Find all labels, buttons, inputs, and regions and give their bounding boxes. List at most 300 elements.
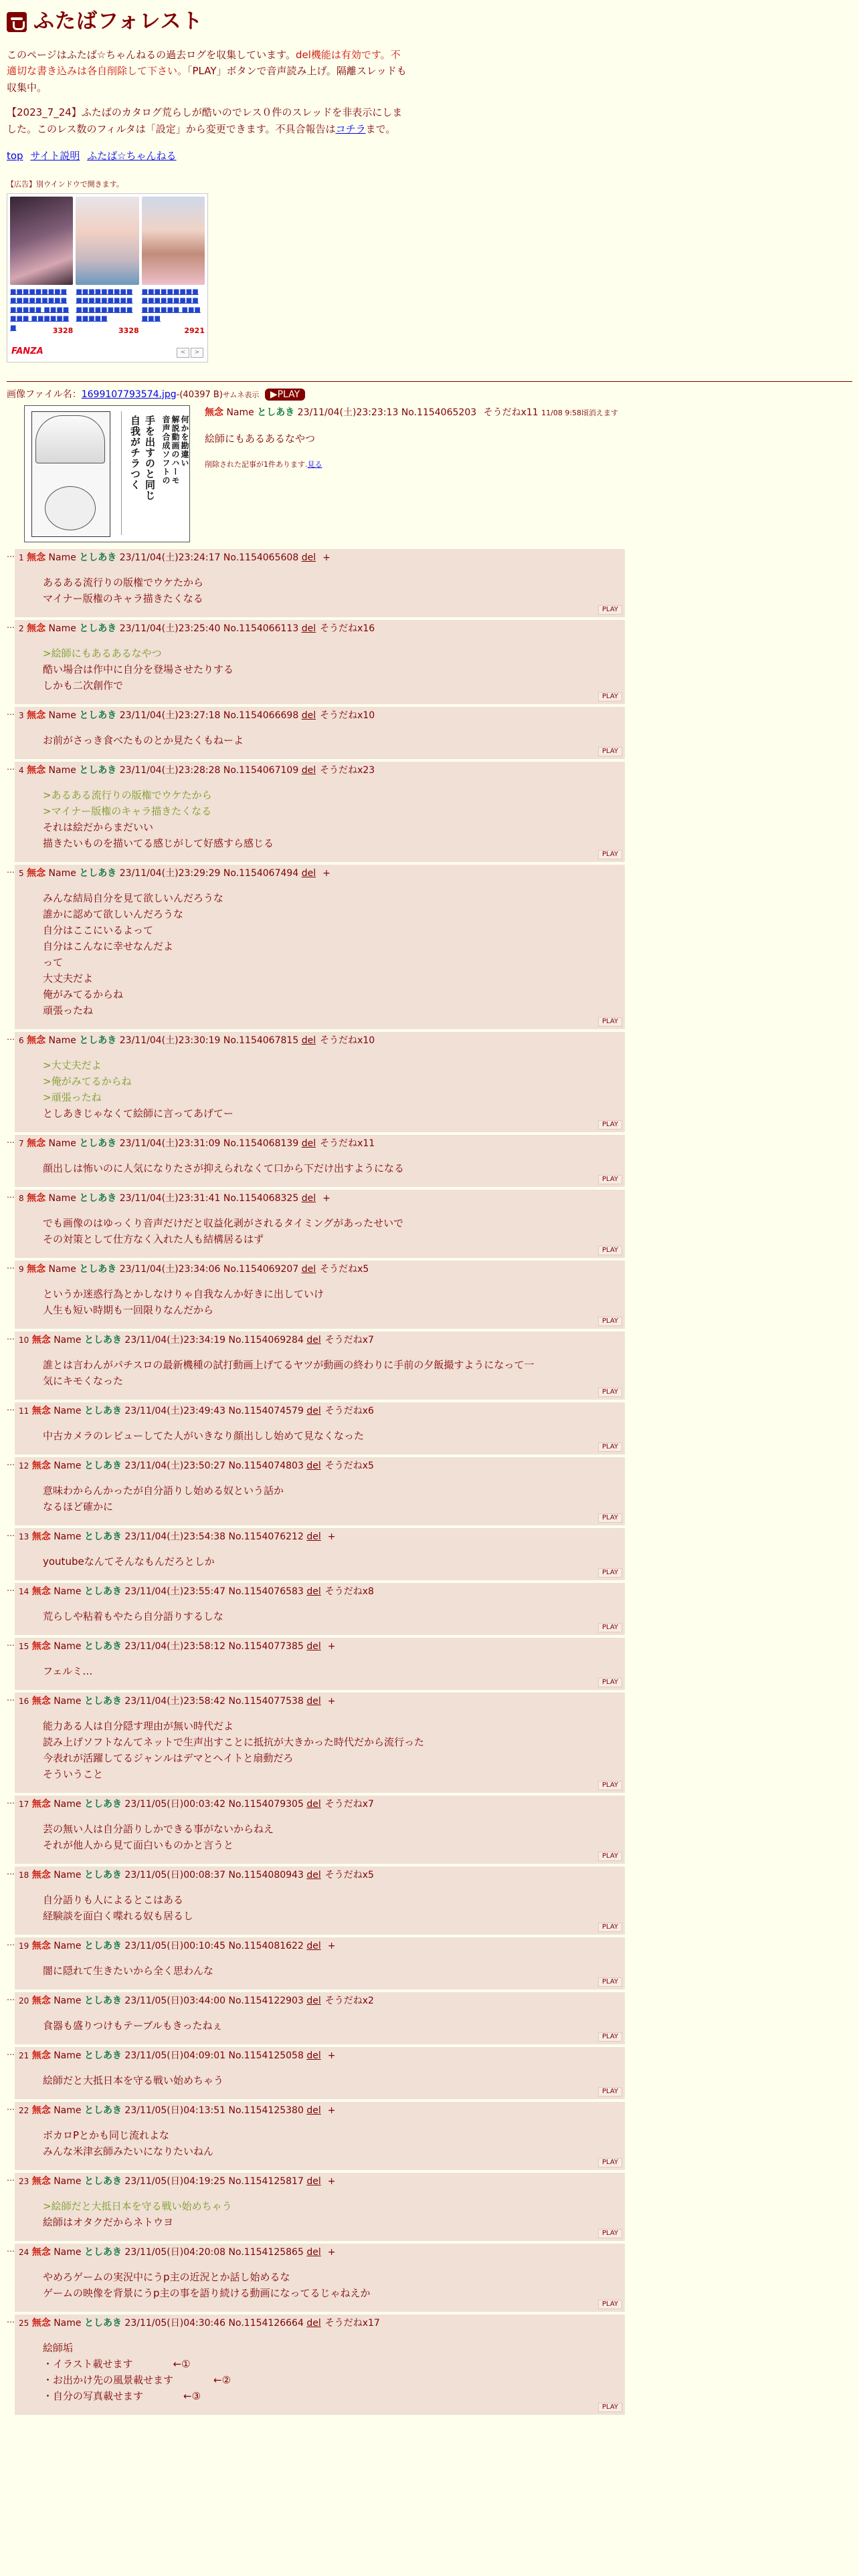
divider bbox=[7, 381, 852, 382]
text-line: 経験談を面白く喋れる奴も居るし bbox=[43, 1909, 194, 1922]
reply-marker: … bbox=[7, 2173, 15, 2183]
reply-marker: … bbox=[7, 1866, 15, 1876]
text-line: そういうこと bbox=[43, 1767, 104, 1780]
sodane-count[interactable]: そうだねx6 bbox=[324, 1405, 374, 1416]
reply-text bbox=[43, 787, 622, 858]
reply-marker: … bbox=[7, 707, 15, 717]
reply-post bbox=[7, 1583, 625, 1635]
reply-post bbox=[7, 2315, 625, 2415]
reply-index: 22 bbox=[19, 2105, 29, 2115]
reply-play-button[interactable]: PLAY bbox=[598, 1246, 622, 1255]
text-line: フェルミ… bbox=[43, 1665, 93, 1677]
text-line: それが他人から見て面白いものかと言うと bbox=[43, 1838, 234, 1851]
ad-item-title[interactable]: ■■■■■■■■■■■■■■■■■■■■■■■■ ■■■■■■ bbox=[141, 288, 201, 323]
reply-play-button[interactable]: PLAY bbox=[598, 1852, 622, 1861]
reply-box bbox=[15, 1693, 625, 1793]
reply-marker: … bbox=[7, 1583, 15, 1593]
reply-play-button[interactable]: PLAY bbox=[598, 747, 622, 756]
reply-index: 8 bbox=[19, 1193, 24, 1203]
reply-index: 14 bbox=[19, 1586, 29, 1596]
poster-name: としあき bbox=[79, 867, 117, 879]
del-link[interactable]: del bbox=[301, 1192, 316, 1204]
reply-post bbox=[7, 1135, 625, 1187]
sodane-count[interactable]: そうだねx17 bbox=[324, 2317, 380, 2329]
post-number: No.1154065203 bbox=[401, 407, 477, 418]
sodane-plus[interactable]: + bbox=[327, 1695, 336, 1707]
reply-play-button[interactable]: PLAY bbox=[598, 1678, 622, 1687]
reply-post bbox=[7, 1528, 625, 1580]
reply-box bbox=[15, 1261, 625, 1329]
reply-index: 1 bbox=[19, 552, 24, 562]
reply-box bbox=[15, 1638, 625, 1690]
del-link[interactable]: del bbox=[301, 1138, 316, 1149]
reply-post bbox=[7, 2173, 625, 2241]
post-date: 23/11/04(土)23:54:38 bbox=[124, 1531, 226, 1542]
del-link[interactable]: del bbox=[306, 1695, 321, 1707]
annotation-arrow: ←① bbox=[173, 2357, 191, 2370]
text-line: 絵師垢 bbox=[43, 2341, 74, 2354]
del-link[interactable]: del bbox=[306, 1334, 321, 1346]
post-subject: 無念 bbox=[31, 1640, 51, 1652]
image-illustration bbox=[35, 415, 105, 463]
site-description: このページはふたば☆ちゃんねるの過去ログを収集しています。del機能は有効です。不適切な書き込みは各自削除して下さい。「PLAY」ボタンで音声読み上げ。隔離スレッドも収集中。 bbox=[7, 48, 407, 94]
sodane-plus[interactable]: + bbox=[327, 1640, 336, 1652]
file-info: 画像ファイル名：1699107793574.jpg-(40397 B)サムネ表示 ▶PLAY bbox=[7, 387, 852, 403]
del-link[interactable]: del bbox=[306, 1798, 321, 1810]
reply-text bbox=[43, 1215, 622, 1254]
reply-play-button[interactable]: PLAY bbox=[598, 1175, 622, 1184]
reply-play-button[interactable]: PLAY bbox=[598, 2087, 622, 2097]
post-date: 23/11/04(土)23:27:18 bbox=[119, 710, 221, 721]
text-line: 顔出しは怖いのに人気になりたさが抑えられなくて口から下だけ出すようになる bbox=[43, 1162, 405, 1174]
reply-header: 19 無念 Name としあき 23/11/05(日)00:10:45 No.1154081622 del + bbox=[19, 1940, 336, 1951]
reply-header: 16 無念 Name としあき 23/11/04(土)23:58:42 No.1154077538 del + bbox=[19, 1695, 336, 1707]
image-filename-link[interactable]: 1699107793574.jpg bbox=[81, 389, 177, 400]
reply-marker: … bbox=[7, 1402, 15, 1412]
del-link[interactable]: del bbox=[306, 2246, 321, 2258]
reply-header: 20 無念 Name としあき 23/11/05(日)03:44:00 No.1154122903 del そうだねx2 bbox=[19, 1995, 374, 2006]
poster-name: としあき bbox=[84, 1695, 122, 1707]
reply-marker: … bbox=[7, 1190, 15, 1200]
reply-marker: … bbox=[7, 1135, 15, 1145]
sodane-count[interactable]: そうだねx8 bbox=[324, 1586, 374, 1597]
reply-header: 11 無念 Name としあき 23/11/04(土)23:49:43 No.1154074579 del そうだねx6 bbox=[19, 1405, 374, 1416]
reply-header: 21 無念 Name としあき 23/11/05(日)04:09:01 No.1154125058 del + bbox=[19, 2050, 336, 2061]
reply-header: 2 無念 Name としあき 23/11/04(土)23:25:40 No.1154066113 del そうだねx16 bbox=[19, 623, 375, 634]
annotation-arrow: ←② bbox=[213, 2373, 231, 2386]
post-number: No.1154074803 bbox=[228, 1460, 304, 1471]
expire-time: 11/08 9:58頃消えます bbox=[541, 408, 619, 417]
ad-item-price: 3328 bbox=[118, 326, 139, 335]
reply-header: 5 無念 Name としあき 23/11/04(土)23:29:29 No.1154067494 del + bbox=[19, 867, 330, 879]
post-subject: 無念 bbox=[27, 1138, 46, 1149]
reply-post bbox=[7, 1190, 625, 1258]
sodane-count[interactable]: そうだねx5 bbox=[324, 1460, 374, 1471]
reply-text bbox=[43, 645, 622, 700]
reply-play-button[interactable]: PLAY bbox=[598, 1317, 622, 1326]
reply-box bbox=[15, 1583, 625, 1635]
reply-play-button[interactable]: PLAY bbox=[598, 1388, 622, 1397]
reply-play-button[interactable]: PLAY bbox=[598, 1017, 622, 1027]
op-post bbox=[7, 405, 852, 542]
del-link[interactable]: del bbox=[306, 1940, 321, 1951]
ad-items bbox=[10, 197, 205, 337]
reply-text bbox=[43, 1821, 622, 1860]
reply-text bbox=[43, 1483, 622, 1521]
post-number: No.1154068325 bbox=[223, 1192, 299, 1204]
ad-item-title[interactable]: ■■■■■■■■■■■■■■■■■■■■■■■ ■■■■■■■ ■■■■■■■ bbox=[10, 288, 70, 332]
poster-name: としあき bbox=[84, 1869, 122, 1881]
post-number: No.1154069284 bbox=[228, 1334, 304, 1346]
reply-play-button[interactable]: PLAY bbox=[598, 850, 622, 859]
quote-line: >絵師だと大抵日本を守る戦い始めちゃう bbox=[43, 2199, 232, 2212]
post-subject: 無念 bbox=[31, 2105, 51, 2116]
post-date: 23/11/04(土)23:23:13 bbox=[297, 407, 399, 418]
sodane-plus[interactable]: + bbox=[322, 552, 330, 563]
text-line: 誰かに認めて欲しいんだろうな bbox=[43, 907, 184, 920]
site-notice: 【2023_7_24】ふたばのカタログ荒らしが酷いのでレス０件のスレッドを非表示にしました。このレス数のフィルタは「設定」から変更できます。不具合報告はコチラまで。 bbox=[7, 106, 403, 135]
reply-text bbox=[43, 1608, 622, 1631]
del-link[interactable]: del bbox=[301, 1035, 316, 1046]
del-link[interactable]: del bbox=[306, 1405, 321, 1416]
text-line: ・お出かけ先の風景載せます ←② bbox=[43, 2373, 231, 2386]
reply-post bbox=[7, 1261, 625, 1329]
reply-box bbox=[15, 1796, 625, 1864]
post-number: No.1154077385 bbox=[228, 1640, 304, 1652]
reply-play-button[interactable]: PLAY bbox=[598, 1977, 622, 1987]
reply-text bbox=[43, 1718, 622, 1789]
sodane-count[interactable]: そうだねx5 bbox=[320, 1263, 369, 1275]
ad-thumbnail[interactable] bbox=[76, 197, 138, 285]
play-button[interactable]: ▶PLAY bbox=[265, 389, 305, 401]
reply-index: 10 bbox=[19, 1335, 29, 1345]
reply-index: 6 bbox=[19, 1035, 24, 1045]
poster-name: としあき bbox=[84, 1405, 122, 1416]
reply-index: 15 bbox=[19, 1641, 29, 1651]
post-subject: 無念 bbox=[31, 1695, 51, 1707]
reply-box bbox=[15, 1457, 625, 1525]
reply-box bbox=[15, 2047, 625, 2099]
text-line: なるほど確かに bbox=[43, 1500, 114, 1513]
post-date: 23/11/04(土)23:28:28 bbox=[119, 764, 221, 776]
reply-index: 2 bbox=[19, 623, 24, 633]
text-line: 人生も短い時期も一回限りなんだから bbox=[43, 1303, 214, 1316]
sodane-plus[interactable]: + bbox=[327, 1531, 336, 1542]
ad-item[interactable] bbox=[76, 197, 138, 337]
post-subject: 無念 bbox=[31, 1940, 51, 1951]
reply-header: 22 無念 Name としあき 23/11/05(日)04:13:51 No.1154125380 del + bbox=[19, 2105, 336, 2116]
text-line: 能力ある人は自分隠す理由が無い時代だよ bbox=[43, 1719, 234, 1732]
reply-index: 18 bbox=[19, 1870, 29, 1880]
poster-name: としあき bbox=[84, 1586, 122, 1597]
op-body bbox=[205, 405, 852, 542]
post-subject: 無念 bbox=[31, 2175, 51, 2187]
reply-index: 17 bbox=[19, 1799, 29, 1809]
site-title: ふたばフォレスト bbox=[33, 9, 203, 33]
nav-about-link[interactable]: サイト説明 bbox=[30, 150, 80, 163]
reply-play-button[interactable]: PLAY bbox=[598, 1120, 622, 1130]
reply-play-button[interactable]: PLAY bbox=[598, 1781, 622, 1790]
sodane-count[interactable]: そうだねx23 bbox=[320, 764, 375, 776]
post-date: 23/11/04(土)23:34:19 bbox=[124, 1334, 226, 1346]
reply-marker: … bbox=[7, 2047, 15, 2057]
post-date: 23/11/04(土)23:24:17 bbox=[119, 552, 221, 563]
reply-marker: … bbox=[7, 2102, 15, 2112]
reply-text bbox=[43, 1286, 622, 1325]
reply-post bbox=[7, 1796, 625, 1864]
post-number: No.1154067494 bbox=[223, 867, 299, 879]
ad-item-title[interactable]: ■■■■■■■■■■■■■■■■■■■■■■■■■■■■■■■■ bbox=[76, 288, 133, 323]
post-subject: 無念 bbox=[31, 1460, 51, 1471]
reply-index: 12 bbox=[19, 1461, 29, 1471]
text-line: しかも二次創作で bbox=[43, 679, 124, 691]
del-link[interactable]: del bbox=[306, 1586, 321, 1597]
reply-text bbox=[43, 1160, 622, 1183]
reply-post bbox=[7, 1402, 625, 1455]
del-link[interactable]: del bbox=[306, 2105, 321, 2116]
reply-box bbox=[15, 620, 625, 704]
reply-play-button[interactable]: PLAY bbox=[598, 1568, 622, 1578]
reply-header: 23 無念 Name としあき 23/11/05(日)04:19:25 No.1154125817 del + bbox=[19, 2175, 336, 2187]
reply-text bbox=[43, 1963, 622, 1985]
text-line: 闇に隠れて生きたいから全く思わんな bbox=[43, 1964, 214, 1977]
del-link[interactable]: del bbox=[301, 1263, 316, 1275]
post-date: 23/11/04(土)23:29:29 bbox=[119, 867, 221, 879]
post-subject: 無念 bbox=[31, 1531, 51, 1542]
reply-marker: … bbox=[7, 1796, 15, 1806]
reply-index: 20 bbox=[19, 1996, 29, 2006]
reply-header: 24 無念 Name としあき 23/11/05(日)04:20:08 No.1154125865 del + bbox=[19, 2246, 336, 2258]
reply-header: 25 無念 Name としあき 23/11/05(日)04:30:46 No.1154126664 del そうだねx17 bbox=[19, 2317, 380, 2329]
post-number: No.1154080943 bbox=[228, 1869, 304, 1881]
post-date: 23/11/04(土)23:31:41 bbox=[119, 1192, 221, 1204]
post-subject: 無念 bbox=[31, 1995, 51, 2006]
quote-line: >頑張ったね bbox=[43, 1091, 102, 1103]
quote-line: >俺がみてるからね bbox=[43, 1075, 132, 1087]
del-link[interactable]: del bbox=[306, 2050, 321, 2061]
reply-index: 7 bbox=[19, 1138, 24, 1148]
text-line: 今表れが活躍してるジャンルはデマとヘイトと扇動だろ bbox=[43, 1751, 294, 1764]
text-line: でも画像のはゆっくり音声だけだと収益化剥がされるタイミングがあったせいで bbox=[43, 1216, 404, 1229]
post-date: 23/11/04(土)23:31:09 bbox=[119, 1138, 221, 1149]
reply-post bbox=[7, 865, 625, 1029]
ad-item[interactable] bbox=[142, 197, 205, 337]
post-subject: 無念 bbox=[27, 867, 46, 879]
del-link[interactable]: del bbox=[306, 2317, 321, 2329]
reply-box bbox=[15, 1032, 625, 1132]
post-number: No.1154066698 bbox=[223, 710, 299, 721]
post-subject: 無念 bbox=[31, 1798, 51, 1810]
text-line: みんな結局自分を見て欲しいんだろうな bbox=[43, 891, 224, 904]
reply-play-button[interactable]: PLAY bbox=[598, 2300, 622, 2309]
del-link[interactable]: del bbox=[306, 1640, 321, 1652]
reply-play-button[interactable]: PLAY bbox=[598, 2158, 622, 2167]
reply-header: 13 無念 Name としあき 23/11/04(土)23:54:38 No.1154076212 del + bbox=[19, 1531, 336, 1542]
reply-post bbox=[7, 1638, 625, 1690]
nav-top-link[interactable]: top bbox=[7, 150, 23, 163]
reply-play-button[interactable]: PLAY bbox=[598, 692, 622, 702]
reply-index: 23 bbox=[19, 2176, 29, 2186]
quote-line: >マイナー版権のキャラ描きたくなる bbox=[43, 804, 212, 817]
post-number: No.1154125058 bbox=[228, 2050, 304, 2061]
sodane-plus[interactable]: + bbox=[327, 2175, 336, 2187]
text-line: 自分語りも人によるとこはある bbox=[43, 1893, 184, 1906]
reply-text bbox=[43, 1428, 622, 1451]
sodane-plus[interactable]: + bbox=[327, 2105, 336, 2116]
post-subject: 無念 bbox=[31, 2050, 51, 2061]
reply-text bbox=[43, 1553, 622, 1576]
post-subject: 無念 bbox=[31, 2317, 51, 2329]
ad-next-button[interactable]: > bbox=[191, 348, 203, 358]
sodane-count[interactable]: そうだねx11 bbox=[320, 1138, 375, 1149]
reply-box bbox=[15, 2173, 625, 2241]
sodane-plus[interactable]: + bbox=[322, 1192, 330, 1204]
del-link[interactable]: del bbox=[301, 710, 316, 721]
post-number: No.1154079305 bbox=[228, 1798, 304, 1810]
reply-play-button[interactable]: PLAY bbox=[598, 605, 622, 615]
reply-list bbox=[7, 549, 625, 2415]
del-link[interactable]: del bbox=[306, 1460, 321, 1471]
reply-play-button[interactable]: PLAY bbox=[598, 1442, 622, 1452]
reply-post bbox=[7, 1457, 625, 1525]
reply-marker: … bbox=[7, 1331, 15, 1341]
ad-item[interactable] bbox=[10, 197, 73, 337]
reply-play-button[interactable]: PLAY bbox=[598, 1623, 622, 1632]
ad-thumbnail[interactable] bbox=[142, 197, 205, 285]
reply-box bbox=[15, 1528, 625, 1580]
sodane-count[interactable]: そうだねx5 bbox=[324, 1869, 374, 1881]
reply-box bbox=[15, 1331, 625, 1400]
reply-header: 15 無念 Name としあき 23/11/04(土)23:58:12 No.1154077385 del + bbox=[19, 1640, 336, 1652]
sodane-count[interactable]: そうだねx16 bbox=[320, 623, 375, 634]
ad-brand-logo[interactable]: FANZA bbox=[11, 346, 43, 357]
reply-header: 14 無念 Name としあき 23/11/04(土)23:55:47 No.1154076583 del そうだねx8 bbox=[19, 1586, 374, 1597]
post-date: 23/11/05(日)04:20:08 bbox=[124, 2246, 226, 2258]
reply-text bbox=[43, 2127, 622, 2166]
reply-header: 12 無念 Name としあき 23/11/04(土)23:50:27 No.1154074803 del そうだねx5 bbox=[19, 1460, 374, 1471]
reply-play-button[interactable]: PLAY bbox=[598, 2403, 622, 2412]
post-date: 23/11/05(日)00:03:42 bbox=[124, 1798, 226, 1810]
ad-thumbnail[interactable] bbox=[10, 197, 73, 285]
ad-banner bbox=[7, 193, 208, 362]
ad-label: 【広告】別ウインドウで開きます。 bbox=[7, 180, 124, 189]
text-line: それは絵だからまだいい bbox=[43, 821, 154, 833]
poster-name: としあき bbox=[84, 2105, 122, 2116]
poster-name: としあき bbox=[84, 2175, 122, 2187]
sodane-count[interactable]: そうだねx11 bbox=[483, 407, 539, 418]
reply-header: 4 無念 Name としあき 23/11/04(土)23:28:28 No.1154067109 del そうだねx23 bbox=[19, 764, 375, 776]
sodane-count[interactable]: そうだねx7 bbox=[324, 1798, 374, 1810]
reply-marker: … bbox=[7, 620, 15, 630]
reply-box bbox=[15, 2244, 625, 2312]
sodane-count[interactable]: そうだねx2 bbox=[324, 1995, 374, 2006]
futaba-logo-icon bbox=[7, 12, 27, 32]
sodane-count[interactable]: そうだねx7 bbox=[324, 1334, 374, 1346]
text-line: 描きたいものを描いてる感じがして好感すら感じる bbox=[43, 837, 274, 849]
sodane-count[interactable]: そうだねx10 bbox=[320, 710, 375, 721]
del-link[interactable]: del bbox=[301, 552, 316, 563]
reply-box bbox=[15, 865, 625, 1029]
show-deleted-link[interactable]: 見る bbox=[307, 460, 322, 469]
thread-image[interactable]: 自我がチラつく 手を出すのと同じ 音声合成ソフトの 解説動画のハーモ 何かを勘違い bbox=[24, 405, 190, 542]
reply-post bbox=[7, 1331, 625, 1400]
sodane-plus[interactable]: + bbox=[327, 1940, 336, 1951]
top-nav bbox=[7, 148, 852, 164]
reply-play-button[interactable]: PLAY bbox=[598, 2229, 622, 2238]
poster-name: としあき bbox=[79, 764, 117, 776]
text-line: 芸の無い人は自分語りしかできる事がないからねえ bbox=[43, 1822, 274, 1835]
del-link[interactable]: del bbox=[301, 764, 316, 776]
reply-index: 3 bbox=[19, 710, 24, 720]
ad-prev-button[interactable]: < bbox=[177, 348, 189, 358]
post-number: No.1154076583 bbox=[228, 1586, 304, 1597]
reply-header: 3 無念 Name としあき 23/11/04(土)23:27:18 No.1154066698 del そうだねx10 bbox=[19, 710, 375, 721]
reply-marker: … bbox=[7, 2315, 15, 2325]
del-link[interactable]: del bbox=[301, 867, 316, 879]
post-subject: 無念 bbox=[31, 1405, 51, 1416]
reply-play-button[interactable]: PLAY bbox=[598, 1513, 622, 1523]
reply-index: 24 bbox=[19, 2247, 29, 2257]
del-link[interactable]: del bbox=[301, 623, 316, 634]
sodane-plus[interactable]: + bbox=[327, 2050, 336, 2061]
reply-play-button[interactable]: PLAY bbox=[598, 2032, 622, 2042]
reply-text bbox=[43, 1357, 622, 1396]
reply-marker: … bbox=[7, 1992, 15, 2002]
post-number: No.1154077538 bbox=[228, 1695, 304, 1707]
reply-play-button[interactable]: PLAY bbox=[598, 1923, 622, 1932]
reply-post bbox=[7, 549, 625, 617]
sodane-plus[interactable]: + bbox=[327, 2246, 336, 2258]
text-line: 絵師だと大抵日本を守る戦い始めちゃう bbox=[43, 2074, 224, 2086]
post-subject: 無念 bbox=[27, 552, 46, 563]
reply-post bbox=[7, 1937, 625, 1990]
reply-header: 17 無念 Name としあき 23/11/05(日)00:03:42 No.1154079305 del そうだねx7 bbox=[19, 1798, 374, 1810]
report-link[interactable]: コチラ bbox=[335, 122, 366, 135]
reply-box bbox=[15, 549, 625, 617]
del-link[interactable]: del bbox=[306, 1995, 321, 2006]
nav-futaba-link[interactable]: ふたば☆ちゃんねる bbox=[87, 150, 177, 163]
post-subject: 無念 bbox=[27, 1035, 46, 1046]
post-date: 23/11/05(日)03:44:00 bbox=[124, 1995, 226, 2006]
reply-box bbox=[15, 1937, 625, 1990]
post-subject: 無念 bbox=[31, 1334, 51, 1346]
reply-marker: … bbox=[7, 1528, 15, 1538]
annotation-arrow: ←③ bbox=[183, 2389, 201, 2402]
text-line: 自分はこんなに幸せなんだよ bbox=[43, 940, 174, 952]
post-number: No.1154066113 bbox=[223, 623, 299, 634]
reply-box bbox=[15, 1135, 625, 1187]
text-line: というか迷惑行為とかしなけりゃ自我なんか好きに出していけ bbox=[43, 1287, 324, 1300]
deleted-note: 削除された記事が1件あります.見る bbox=[205, 460, 322, 469]
text-line: 絵師はオタクだからネトウヨ bbox=[43, 2216, 174, 2228]
text-line: って bbox=[43, 956, 64, 968]
sodane-count[interactable]: そうだねx10 bbox=[320, 1035, 375, 1046]
reply-marker: … bbox=[7, 2244, 15, 2254]
ad-carousel-nav bbox=[177, 348, 203, 358]
del-link[interactable]: del bbox=[306, 1869, 321, 1881]
reply-header: 1 無念 Name としあき 23/11/04(土)23:24:17 No.1154065608 del + bbox=[19, 552, 330, 563]
del-link[interactable]: del bbox=[306, 2175, 321, 2187]
reply-box bbox=[15, 2102, 625, 2170]
del-link[interactable]: del bbox=[306, 1531, 321, 1542]
sodane-plus[interactable]: + bbox=[322, 867, 330, 879]
post-subject: 無念 bbox=[27, 764, 46, 776]
post-number: No.1154125865 bbox=[228, 2246, 304, 2258]
reply-marker: … bbox=[7, 1032, 15, 1042]
post-date: 23/11/04(土)23:55:47 bbox=[124, 1586, 226, 1597]
text-line: その対策として仕方なく入れた人も結構居るはず bbox=[43, 1232, 264, 1245]
post-date: 23/11/04(土)23:50:27 bbox=[124, 1460, 226, 1471]
